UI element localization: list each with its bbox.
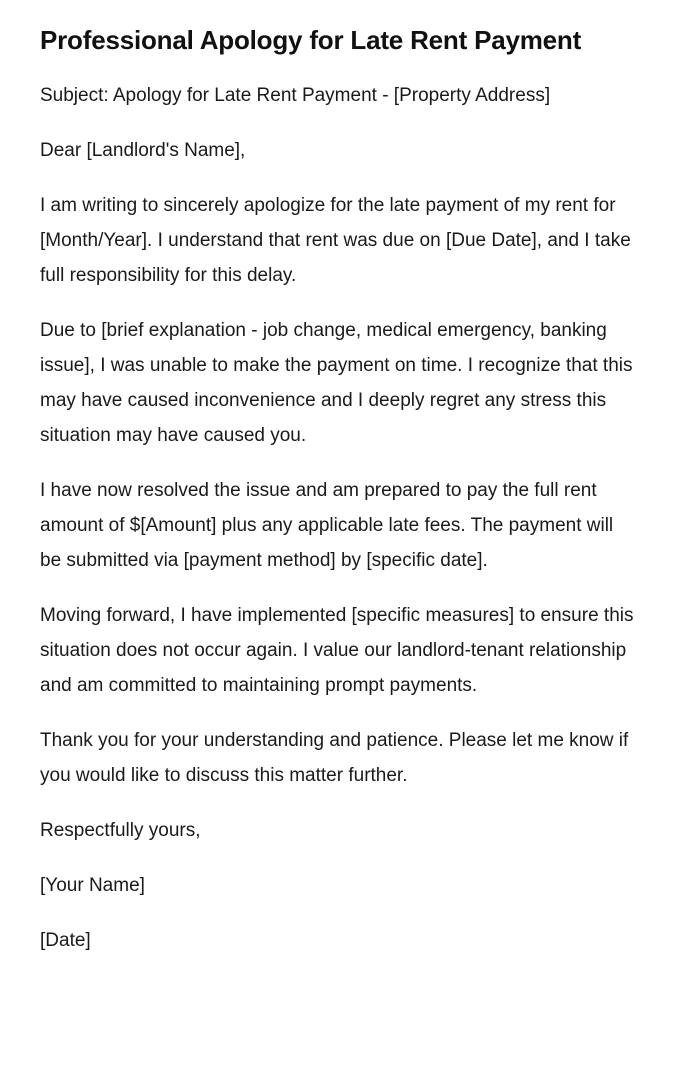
document-title: Professional Apology for Late Rent Payment [40, 25, 582, 55]
body-paragraph-apology: I am writing to sincerely apologize for the late payment of my rent for [Month/Year]. I understand that rent was due on [Due Date], and I take full responsibility for this delay. [40, 194, 631, 286]
salutation: Dear [Landlord's Name], [40, 139, 246, 161]
signature-date: [Date] [40, 929, 91, 951]
body-paragraph-payment-plan: I have now resolved the issue and am prepared to pay the full rent amount of $[Amount] plus any applicable late fees. The payment will be submitted via [payment method] by [specific date]. [40, 479, 614, 571]
body-paragraph-thanks: Thank you for your understanding and patience. Please let me know if you would like to discuss this matter further. [40, 729, 629, 786]
signature-name: [Your Name] [40, 874, 145, 896]
body-paragraph-future-measures: Moving forward, I have implemented [specific measures] to ensure this situation does not occur again. I value our landlord-tenant relationship and am committed to maintaining prompt payments. [40, 604, 634, 696]
closing: Respectfully yours, [40, 819, 201, 841]
body-paragraph-explanation: Due to [brief explanation - job change, medical emergency, banking issue], I was unable to make the payment on time. I recognize that this may have caused inconvenience and I deeply regret any stress this situation may have caused you. [40, 319, 633, 446]
subject-line: Subject: Apology for Late Rent Payment - [Property Address] [40, 84, 551, 106]
